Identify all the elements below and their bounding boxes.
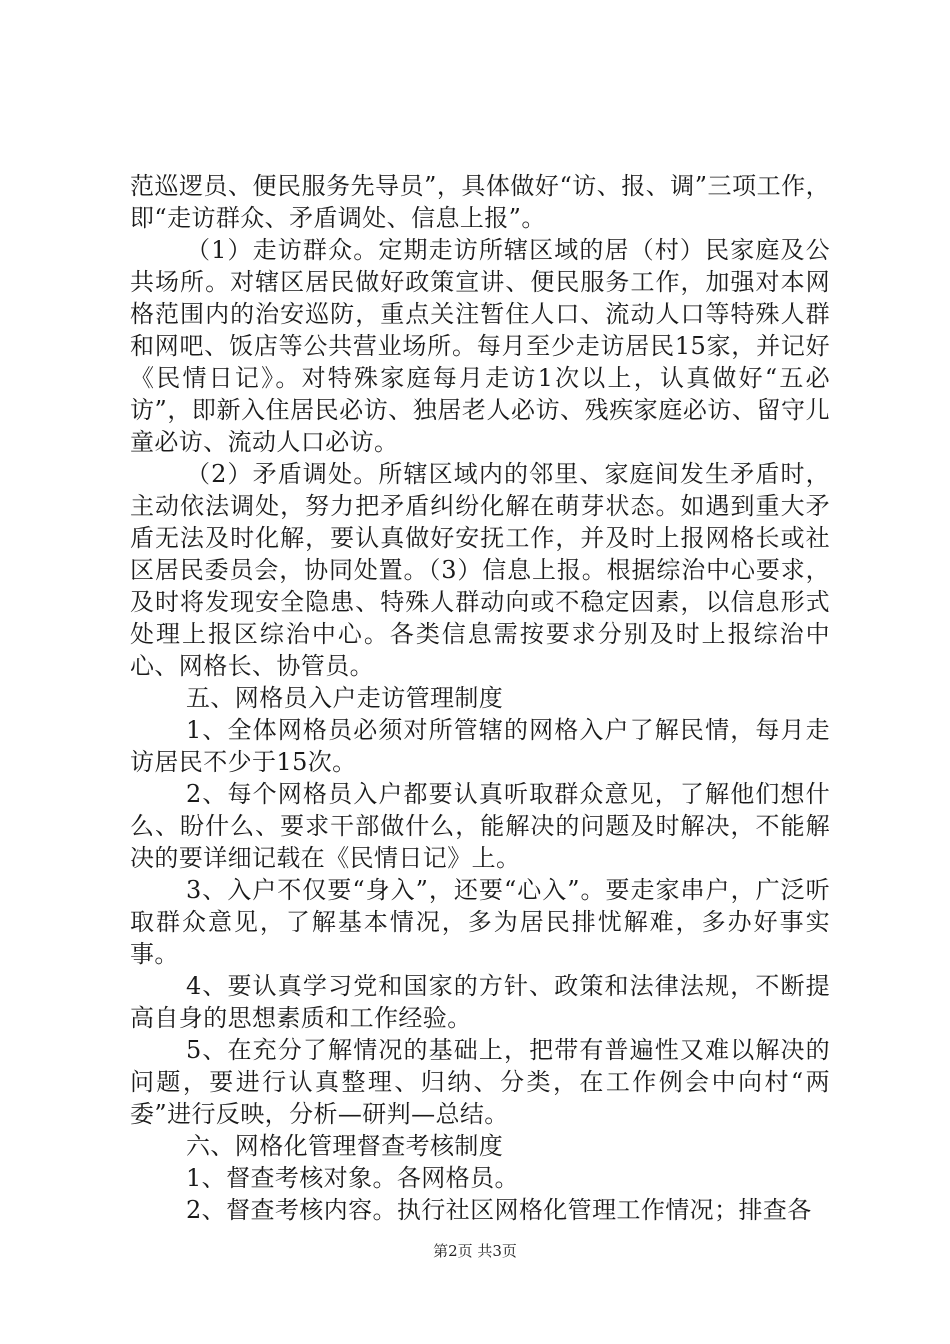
list-item-6-1: 1、督查考核对象。各网格员。 bbox=[186, 1164, 519, 1192]
paragraph-continuation: 范巡逻员、便民服务先导员”，具体做好“访、报、调”三项工作，即“走访群众、矛盾调处、信息上报”。 bbox=[130, 172, 830, 232]
list-item-2: 2、每个网格员入户都要认真听取群众意见，了解他们想什么、盼什么、要求干部做什么，能解决的问题及时解决，不能解决的要详细记载在《民情日记》上。 bbox=[130, 780, 830, 872]
document-body bbox=[130, 170, 830, 1226]
section-heading-five: 五、网格员入户走访管理制度 bbox=[186, 684, 504, 712]
paragraph-conflict-mediation: （2）矛盾调处。所辖区域内的邻里、家庭间发生矛盾时，主动依法调处，努力把矛盾纠纷化解在萌芽状态。如遇到重大矛盾无法及时化解，要认真做好安抚工作，并及时上报网格长或社区居民委员会，协同处置。（3）信息上报。根据综治中心要求，及时将发现安全隐患、特殊人群动向或不稳定因素，以信息形式处理上报区综治中心。各类信息需按要求分别及时上报综治中心、网格长、协管员。 bbox=[130, 460, 830, 680]
page-number: 第2页 共3页 bbox=[433, 1242, 517, 1260]
list-item-3: 3、入户不仅要“身入”，还要“心入”。要走家串户，广泛听取群众意见，了解基本情况，多为居民排忧解难，多办好事实事。 bbox=[130, 876, 830, 968]
list-item-1: 1、全体网格员必须对所管辖的网格入户了解民情，每月走访居民不少于15次。 bbox=[130, 716, 830, 776]
list-item-6-2: 2、督查考核内容。执行社区网格化管理工作情况；排查各 bbox=[186, 1196, 812, 1224]
list-item-5: 5、在充分了解情况的基础上，把带有普遍性又难以解决的问题，要进行认真整理、归纳、分类，在工作例会中向村“两委”进行反映，分析—研判—总结。 bbox=[130, 1036, 830, 1128]
list-item-4: 4、要认真学习党和国家的方针、政策和法律法规，不断提高自身的思想素质和工作经验。 bbox=[130, 972, 830, 1032]
paragraph-visit-residents: （1）走访群众。定期走访所辖区域的居（村）民家庭及公共场所。对辖区居民做好政策宣讲、便民服务工作，加强对本网格范围内的治安巡防，重点关注暂住人口、流动人口等特殊人群和网吧、饭店等公共营业场所。每月至少走访居民15家，并记好《民情日记》。对特殊家庭每月走访1次以上，认真做好“五必访”，即新入住居民必访、独居老人必访、残疾家庭必访、留守儿童必访、流动人口必访。 bbox=[130, 236, 830, 456]
section-heading-six: 六、网格化管理督查考核制度 bbox=[186, 1132, 504, 1160]
